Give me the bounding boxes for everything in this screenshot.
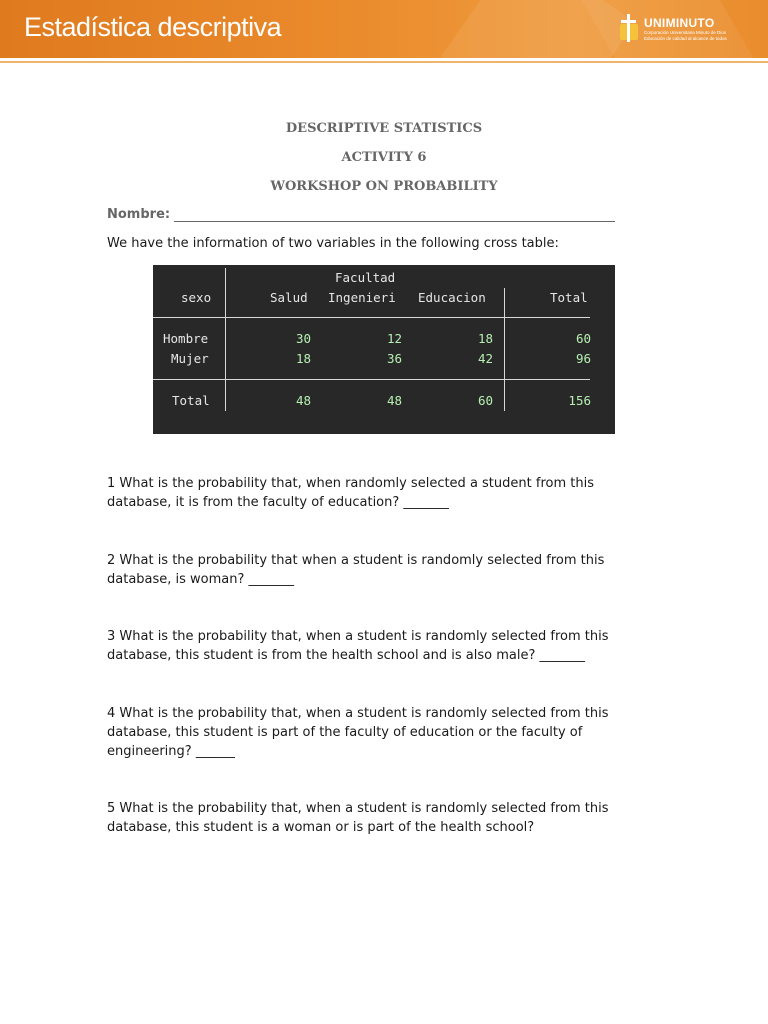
cross-table — [153, 265, 615, 434]
total-cell: 60 — [477, 393, 493, 408]
table-cell: 60 — [575, 331, 591, 346]
total-cell: 48 — [386, 393, 402, 408]
table-cell: 18 — [477, 331, 493, 346]
doc-heading-activity: ACTIVITY 6 — [341, 150, 427, 165]
intro-text: We have the information of two variables in the following cross table: — [107, 236, 559, 251]
table-divider — [153, 379, 590, 380]
question: 2 What is the probability that when a student is randomly selected from this database, is woman? _______ — [107, 553, 605, 587]
table-divider — [225, 268, 226, 411]
header-banner — [0, 0, 768, 58]
row-label: Mujer — [171, 351, 209, 366]
question: 1 What is the probability that, when randomly selected a student from this database, it is from the faculty of education? _______ — [107, 476, 594, 510]
doc-heading-subject: DESCRIPTIVE STATISTICS — [285, 121, 483, 136]
total-cell: 48 — [295, 393, 311, 408]
uniminuto-logo — [618, 14, 758, 48]
logo-subtitle: Corporación Universitaria Minuto de Dios — [644, 30, 727, 35]
column-header: Salud — [270, 290, 308, 305]
table-cell: 96 — [575, 351, 591, 366]
row-label: Hombre — [163, 331, 209, 346]
table-cell: 18 — [295, 351, 311, 366]
table-cell: 12 — [386, 331, 402, 346]
col-variable-label: Facultad — [335, 270, 396, 285]
total-cell: 156 — [568, 393, 591, 408]
question: 4 What is the probability that, when a student is randomly selected from this database, this student is part of the faculty of education or the faculty of engineering? ______ — [107, 706, 609, 759]
column-header: Educacion — [418, 290, 486, 305]
table-divider — [504, 288, 505, 411]
column-header: Total — [550, 290, 588, 305]
total-row-label: Total — [172, 393, 210, 408]
banner-divider — [0, 61, 768, 63]
table-divider — [153, 317, 590, 318]
table-cell: 42 — [477, 351, 493, 366]
row-variable-label: sexo — [181, 290, 212, 305]
column-header: Ingenieri — [328, 290, 396, 305]
doc-heading-workshop: WORKSHOP ON PROBABILITY — [270, 179, 498, 194]
question: 3 What is the probability that, when a student is randomly selected from this database, this student is from the health school and is also male? _______ — [107, 629, 609, 663]
logo-tagline: Educación de calidad al alcance de todos — [644, 36, 727, 41]
table-cell: 36 — [386, 351, 402, 366]
name-blank-line — [174, 221, 615, 222]
name-label: Nombre: — [107, 207, 171, 222]
question: 5 What is the probability that, when a student is randomly selected from this database, this student is a woman or is part of the health school? — [107, 801, 609, 835]
table-cell: 30 — [295, 331, 311, 346]
banner-title: Estadística descriptiva — [24, 12, 282, 42]
logo-name: UNIMINUTO — [644, 16, 715, 30]
logo-mark-icon — [618, 14, 640, 42]
